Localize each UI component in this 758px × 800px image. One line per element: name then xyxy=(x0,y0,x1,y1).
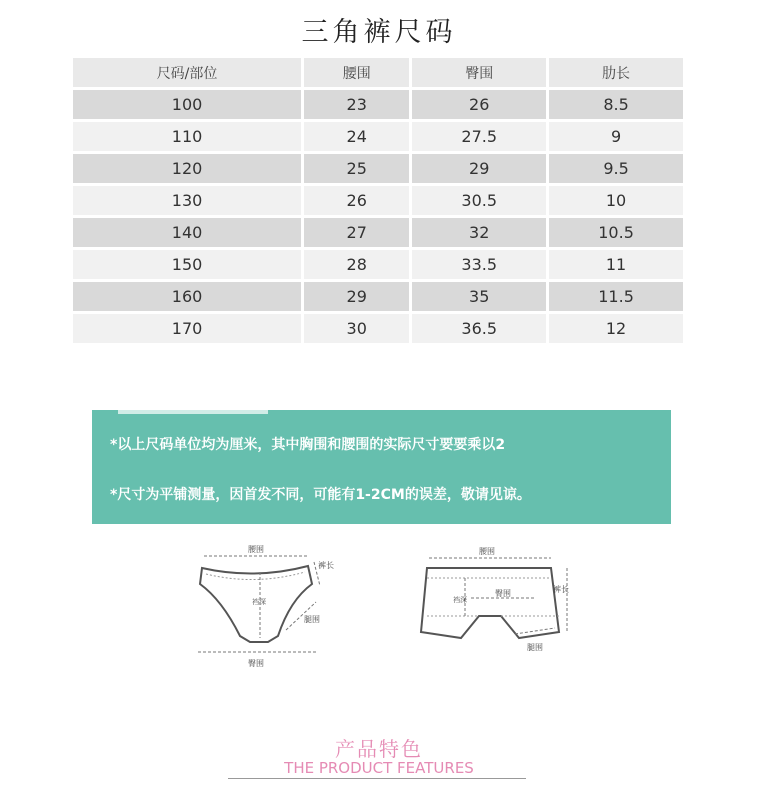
brief-rise-label: 裆深 xyxy=(252,598,266,606)
cell-rib-length: 12 xyxy=(549,314,683,343)
cell-waist: 29 xyxy=(304,282,409,311)
cell-hip: 35 xyxy=(412,282,546,311)
brief-outline-icon xyxy=(190,540,340,670)
boxer-measure-diagram xyxy=(415,540,585,660)
table-row xyxy=(73,90,683,119)
brief-measure-diagram xyxy=(190,540,340,670)
table-row xyxy=(73,314,683,343)
cell-rib-length: 9.5 xyxy=(549,154,683,183)
cell-rib-length: 8.5 xyxy=(549,90,683,119)
cell-size: 130 xyxy=(73,186,301,215)
cell-size: 160 xyxy=(73,282,301,311)
cell-hip: 32 xyxy=(412,218,546,247)
cell-hip: 36.5 xyxy=(412,314,546,343)
boxer-length-label: 裤长 xyxy=(553,585,569,594)
cell-hip: 33.5 xyxy=(412,250,546,279)
brief-hip-label: 臀围 xyxy=(248,659,264,668)
features-title-en: THE PRODUCT FEATURES xyxy=(284,759,474,777)
cell-size: 140 xyxy=(73,218,301,247)
cell-rib-length: 9 xyxy=(549,122,683,151)
cell-waist: 30 xyxy=(304,314,409,343)
cell-hip: 27.5 xyxy=(412,122,546,151)
size-notes-box xyxy=(92,410,671,524)
size-table xyxy=(70,55,686,346)
cell-rib-length: 10 xyxy=(549,186,683,215)
brief-side-label: 裤长 xyxy=(318,561,334,570)
boxer-rise-label: 裆深 xyxy=(453,596,467,604)
cell-waist: 23 xyxy=(304,90,409,119)
cell-waist: 24 xyxy=(304,122,409,151)
table-row xyxy=(73,218,683,247)
cell-hip: 30.5 xyxy=(412,186,546,215)
boxer-waist-label: 腰围 xyxy=(479,547,495,556)
cell-hip: 29 xyxy=(412,154,546,183)
cell-rib-length: 11.5 xyxy=(549,282,683,311)
header-rib-length: 肋长 xyxy=(549,58,683,87)
brief-leg-label: 腿围 xyxy=(304,615,320,624)
boxer-outline-icon xyxy=(415,540,585,660)
cell-size: 110 xyxy=(73,122,301,151)
header-size: 尺码/部位 xyxy=(73,58,301,87)
table-row xyxy=(73,122,683,151)
features-title-cn: 产品特色 xyxy=(335,737,423,761)
cell-waist: 26 xyxy=(304,186,409,215)
table-row xyxy=(73,154,683,183)
cell-waist: 25 xyxy=(304,154,409,183)
boxer-hip-label: 臀围 xyxy=(495,589,511,598)
header-waist: 腰围 xyxy=(304,58,409,87)
cell-size: 120 xyxy=(73,154,301,183)
cell-waist: 28 xyxy=(304,250,409,279)
cell-rib-length: 11 xyxy=(549,250,683,279)
decorative-strip xyxy=(118,408,268,414)
boxer-leg-label: 腿围 xyxy=(527,643,543,652)
features-divider xyxy=(228,778,526,779)
cell-size: 100 xyxy=(73,90,301,119)
cell-rib-length: 10.5 xyxy=(549,218,683,247)
cell-waist: 27 xyxy=(304,218,409,247)
cell-size: 150 xyxy=(73,250,301,279)
brief-waist-label: 腰围 xyxy=(248,545,264,554)
cell-hip: 26 xyxy=(412,90,546,119)
cell-size: 170 xyxy=(73,314,301,343)
table-row xyxy=(73,282,683,311)
table-row xyxy=(73,250,683,279)
note-unit: *以上尺码单位均为厘米，其中胸围和腰围的实际尺寸要要乘以2 xyxy=(110,437,506,453)
table-header-row xyxy=(73,58,683,87)
note-measurement: *尺寸为平铺测量，因首发不同，可能有1-2CM的误差，敬请见谅。 xyxy=(110,487,531,503)
table-row xyxy=(73,186,683,215)
page-title: 三角裤尺码 xyxy=(301,17,457,48)
header-hip: 臀围 xyxy=(412,58,546,87)
